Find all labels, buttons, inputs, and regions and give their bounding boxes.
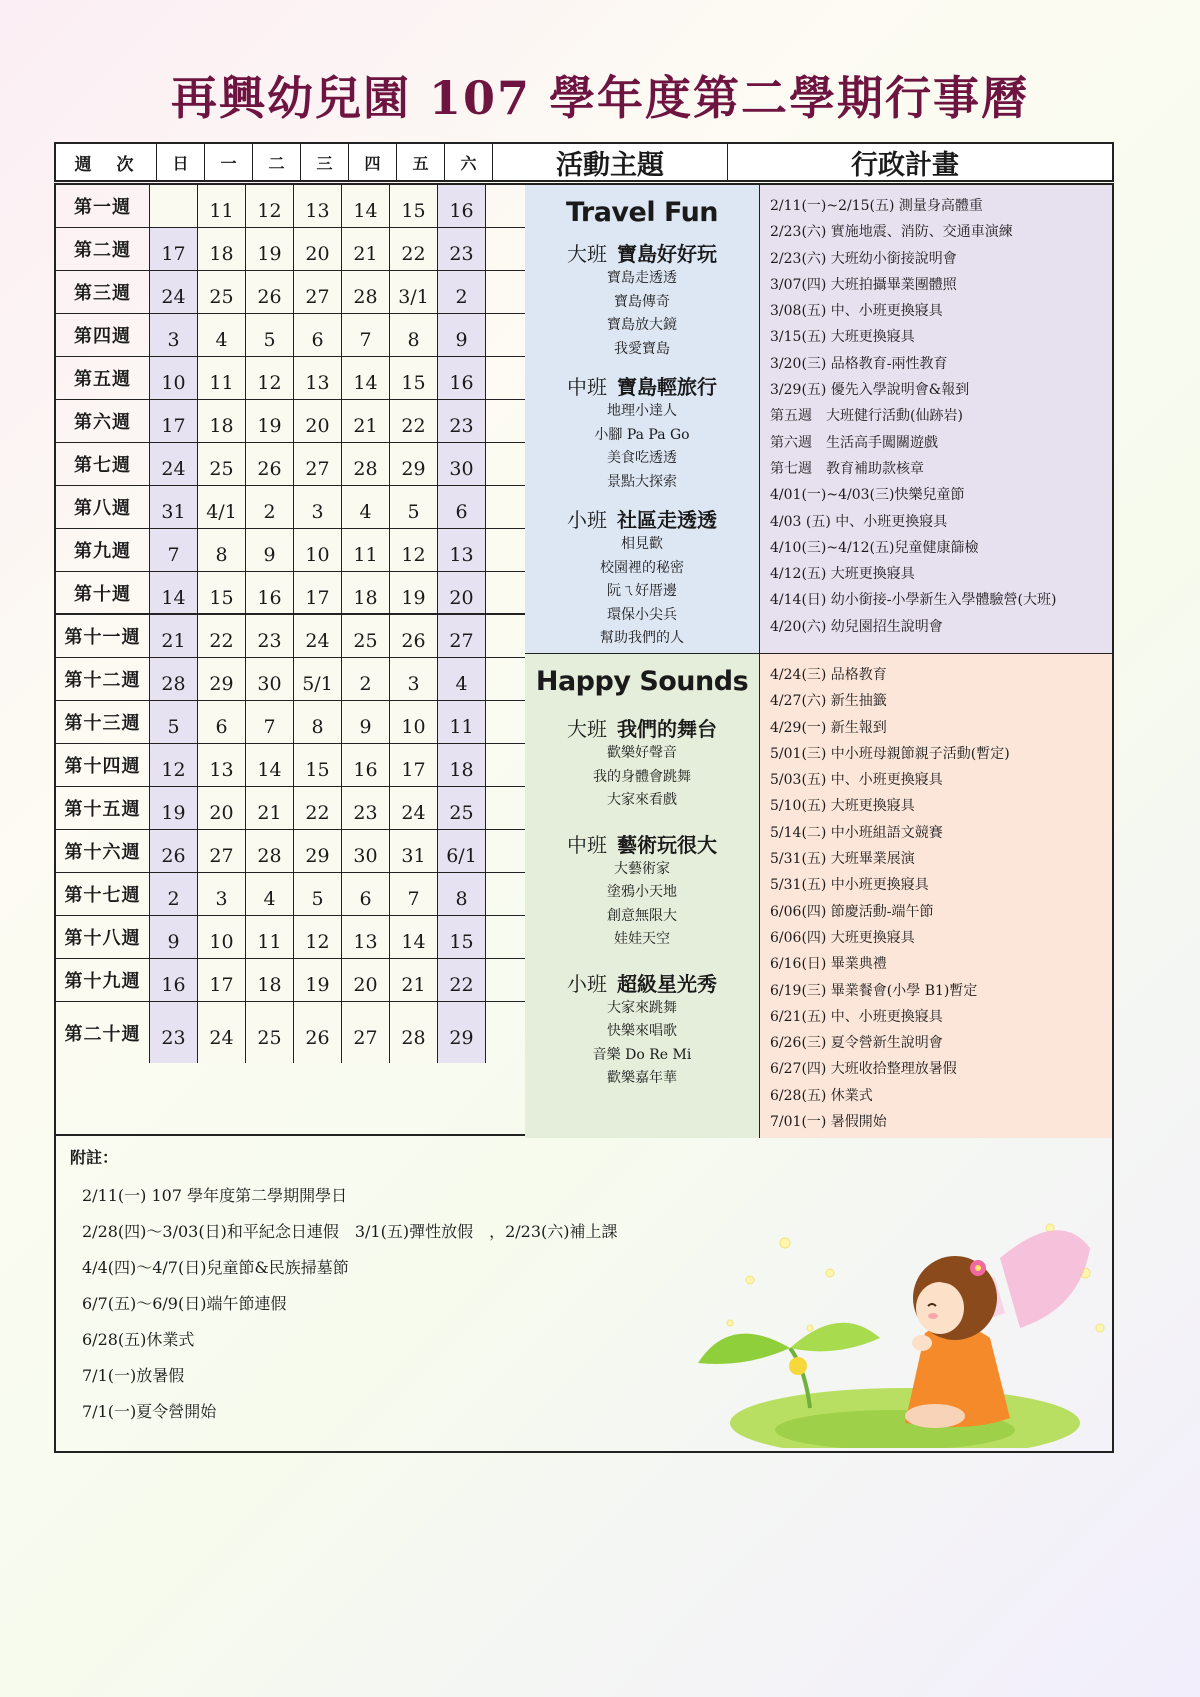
week-label: 第八週 [56, 486, 150, 528]
activity-item: 相見歡 [621, 536, 663, 552]
day-cell: 28 [342, 271, 390, 313]
day-cell: 5 [246, 314, 294, 356]
day-cell: 13 [342, 916, 390, 958]
calendar-table [54, 183, 1114, 1136]
header-admin: 行政計畫 [851, 149, 959, 181]
week-row [56, 916, 525, 959]
class-theme [525, 968, 759, 997]
day-cell: 19 [390, 572, 438, 613]
day-cell: 9 [246, 529, 294, 571]
day-cell: 27 [198, 830, 246, 872]
class-theme [525, 713, 759, 742]
week-row [56, 1002, 525, 1063]
note-line: 2/28(四)～3/03(日)和平紀念日連假 3/1(五)彈性放假 ，2/23(六)補上課 [82, 1222, 618, 1241]
day-cell: 21 [342, 400, 390, 442]
admin-plan-item: 4/01(一)~4/03(三)快樂兒童節 [770, 487, 965, 504]
day-cell: 25 [342, 615, 390, 657]
day-cell: 7 [246, 701, 294, 743]
class-theme-name: 寶島輕旅行 [617, 375, 717, 399]
week-row [56, 873, 525, 916]
class-label: 大班 [567, 717, 607, 741]
admin-plan-item: 6/06(四) 節慶活動-端午節 [770, 903, 934, 920]
day-cell: 29 [390, 443, 438, 485]
day-cell: 24 [198, 1002, 246, 1063]
week-row [56, 228, 525, 271]
note-line: 7/1(一)夏令營開始 [82, 1402, 217, 1421]
admin-plan-item: 第五週 大班健行活動(仙跡岩) [770, 408, 963, 425]
day-cell: 23 [342, 787, 390, 829]
week-row [56, 658, 525, 701]
activity-item: 大家來跳舞 [607, 999, 677, 1016]
day-cell: 15 [438, 916, 486, 958]
header-day: 日 [157, 144, 205, 180]
week-label: 第四週 [56, 314, 150, 356]
day-cell: 10 [390, 701, 438, 743]
day-cell: 12 [294, 916, 342, 958]
activity-theme-1 [525, 185, 760, 654]
week-row [56, 486, 525, 529]
week-label: 第十二週 [56, 658, 150, 700]
week-row [56, 357, 525, 400]
day-cell: 10 [150, 357, 198, 399]
admin-plan-item: 第七週 教育補助款核章 [770, 460, 924, 477]
day-cell: 15 [294, 744, 342, 786]
day-cell: 25 [198, 271, 246, 313]
day-cell: 18 [198, 400, 246, 442]
activity-item: 寶島放大鏡 [607, 317, 677, 333]
activity-item: 美食吃透透 [607, 450, 677, 466]
admin-plan-item: 4/10(三)~4/12(五)兒童健康篩檢 [770, 539, 979, 556]
day-cell: 20 [294, 400, 342, 442]
day-cell: 15 [198, 572, 246, 613]
day-cell: 31 [150, 486, 198, 528]
admin-plan-item: 6/26(三) 夏令營新生說明會 [770, 1035, 943, 1052]
activity-item: 小腳 Pa Pa Go [594, 426, 690, 443]
day-cell: 22 [390, 400, 438, 442]
admin-plan-item: 5/10(五) 大班更換寢具 [770, 798, 915, 815]
week-label: 第十九週 [56, 959, 150, 1001]
day-cell: 4 [246, 873, 294, 915]
admin-plan-item: 7/01(一) 暑假開始 [770, 1114, 887, 1131]
day-cell: 22 [390, 228, 438, 270]
day-cell: 9 [438, 314, 486, 356]
class-theme-name: 寶島好好玩 [617, 242, 717, 266]
day-cell: 9 [342, 701, 390, 743]
day-cell: 11 [438, 701, 486, 743]
activity-item: 創意無限大 [607, 907, 677, 924]
day-cell: 13 [294, 357, 342, 399]
day-cell: 5 [150, 701, 198, 743]
admin-plan-item: 5/03(五) 中、小班更換寢具 [770, 772, 943, 789]
day-cell: 26 [150, 830, 198, 872]
page-title: 再興幼兒園 107 學年度第二學期行事曆 [170, 71, 1030, 125]
week-label: 第十七週 [56, 873, 150, 915]
admin-plan-item: 3/08(五) 中、小班更換寢具 [770, 303, 943, 320]
week-row [56, 314, 525, 357]
day-cell: 3 [294, 486, 342, 528]
week-row [56, 830, 525, 873]
class-theme [525, 371, 759, 400]
header-week: 週 次 [56, 144, 157, 180]
day-cell: 31 [390, 830, 438, 872]
activity-item: 我的身體會跳舞 [593, 768, 691, 785]
activity-item: 寶島傳奇 [614, 293, 670, 310]
day-cell: 20 [342, 959, 390, 1001]
activity-item: 地理小達人 [607, 403, 677, 419]
admin-plan-item: 3/15(五) 大班更換寢具 [770, 329, 915, 346]
day-cell: 2 [150, 873, 198, 915]
day-cell: 12 [390, 529, 438, 571]
week-label: 第九週 [56, 529, 150, 571]
day-cell: 28 [390, 1002, 438, 1063]
day-cell: 22 [438, 959, 486, 1001]
admin-plan-item: 2/11(一)~2/15(五) 測量身高體重 [770, 198, 983, 214]
admin-plan-item: 5/14(二) 中小班組語文競賽 [770, 824, 943, 841]
day-cell: 16 [438, 185, 486, 227]
admin-plan-item: 6/28(五) 休業式 [770, 1087, 873, 1104]
admin-plan-item: 4/27(六) 新生抽籤 [770, 693, 887, 710]
day-cell: 16 [438, 357, 486, 399]
class-theme-name: 我們的舞台 [617, 717, 717, 741]
day-cell: 4 [438, 658, 486, 700]
day-cell: 3 [390, 658, 438, 700]
class-label: 大班 [567, 242, 607, 266]
header-activity: 活動主題 [493, 144, 728, 180]
day-cell: 8 [294, 701, 342, 743]
week-label: 第十週 [56, 572, 150, 613]
day-cell: 14 [342, 357, 390, 399]
week-label: 第六週 [56, 400, 150, 442]
admin-plan-item: 3/07(四) 大班拍攝畢業團體照 [770, 276, 957, 293]
day-cell: 3/1 [390, 271, 438, 313]
week-row [56, 443, 525, 486]
header-day: 一 [205, 144, 253, 180]
day-cell: 30 [342, 830, 390, 872]
day-cell: 14 [342, 185, 390, 227]
day-cell: 11 [342, 529, 390, 571]
week-row [56, 959, 525, 1002]
day-cell: 16 [342, 744, 390, 786]
class-label: 小班 [567, 508, 607, 532]
admin-plan-item: 2/23(六) 實施地震、消防、交通車演練 [770, 224, 1013, 241]
activity-item: 校園裡的秘密 [600, 559, 684, 576]
day-cell: 22 [294, 787, 342, 829]
day-cell: 19 [246, 228, 294, 270]
admin-plan-2 [760, 654, 1112, 1138]
activity-item: 景點大探索 [607, 473, 677, 490]
admin-plan-item: 3/29(五) 優先入學說明會&報到 [770, 382, 970, 399]
day-cell: 19 [150, 787, 198, 829]
activity-item: 歡樂嘉年華 [607, 1070, 677, 1086]
note-line: 4/4(四)～4/7(日)兒童節&民族掃墓節 [82, 1258, 349, 1277]
day-cell: 26 [390, 615, 438, 657]
day-cell: 26 [246, 271, 294, 313]
day-cell: 26 [246, 443, 294, 485]
day-cell: 29 [294, 830, 342, 872]
day-cell: 6 [438, 486, 486, 528]
day-cell: 18 [246, 959, 294, 1001]
week-label: 第五週 [56, 357, 150, 399]
day-cell: 17 [150, 228, 198, 270]
class-theme [525, 504, 759, 533]
class-theme-name: 超級星光秀 [617, 971, 717, 996]
day-cell: 30 [246, 658, 294, 700]
week-label: 第三週 [56, 271, 150, 313]
day-cell: 18 [438, 744, 486, 786]
day-cell: 6/1 [438, 830, 486, 872]
day-cell: 8 [390, 314, 438, 356]
activity-item: 寶島走透透 [607, 270, 677, 286]
week-row [56, 787, 525, 830]
week-label: 第二週 [56, 228, 150, 270]
day-cell: 7 [150, 529, 198, 571]
day-cell: 12 [246, 357, 294, 399]
day-cell: 7 [342, 314, 390, 356]
class-theme-name: 社區走透透 [617, 508, 717, 532]
day-cell: 28 [342, 443, 390, 485]
day-cell: 26 [294, 1002, 342, 1063]
day-cell: 15 [390, 357, 438, 399]
day-cell: 20 [294, 228, 342, 270]
day-cell: 11 [198, 357, 246, 399]
day-cell: 29 [438, 1002, 486, 1063]
class-theme [525, 829, 759, 858]
admin-plan-item: 4/14(日) 幼小銜接-小學新生入學體驗營(大班) [770, 592, 1057, 609]
header-day: 五 [397, 144, 445, 180]
week-label: 第二十週 [56, 1002, 150, 1063]
fairy-girl-illustration [690, 1218, 1120, 1448]
day-cell: 3 [150, 314, 198, 356]
admin-plan-item: 4/29(一) 新生報到 [770, 719, 887, 736]
day-cell: 27 [294, 443, 342, 485]
day-cell: 5/1 [294, 658, 342, 700]
admin-plan-item: 5/31(五) 大班畢業展演 [770, 851, 915, 868]
week-row [56, 529, 525, 572]
day-cell: 5 [294, 873, 342, 915]
day-cell: 21 [390, 959, 438, 1001]
admin-plan-item: 4/12(五) 大班更換寢具 [770, 566, 915, 583]
admin-plan-item: 6/16(日) 畢業典禮 [770, 956, 887, 973]
day-cell: 17 [150, 400, 198, 442]
day-cell: 5 [390, 486, 438, 528]
admin-plan-item: 第六週 生活高手闖關遊戲 [770, 434, 938, 451]
day-cell: 11 [198, 185, 246, 227]
day-cell: 16 [150, 959, 198, 1001]
activity-item: 環保小尖兵 [607, 606, 677, 623]
admin-plan-item: 5/31(五) 中小班更換寢具 [770, 877, 929, 894]
day-cell: 24 [390, 787, 438, 829]
activity-item: 阮ㄟ好厝邊 [607, 583, 677, 599]
day-cell: 7 [390, 873, 438, 915]
day-cell: 27 [342, 1002, 390, 1063]
day-cell: 13 [294, 185, 342, 227]
activity-theme-title: Travel Fun [565, 197, 719, 228]
week-label: 第十三週 [56, 701, 150, 743]
admin-plan-item: 6/06(四) 大班更換寢具 [770, 929, 915, 946]
note-line: 7/1(一)放暑假 [82, 1366, 185, 1385]
note-line: 6/28(五)休業式 [82, 1330, 195, 1349]
admin-plan-item: 6/21(五) 中、小班更換寢具 [770, 1008, 943, 1025]
class-label: 中班 [567, 832, 607, 857]
day-cell: 23 [438, 400, 486, 442]
header-day: 六 [445, 144, 493, 180]
day-cell: 21 [246, 787, 294, 829]
day-cell: 2 [438, 271, 486, 313]
week-row [56, 744, 525, 787]
day-cell: 9 [150, 916, 198, 958]
admin-plan-item: 4/03 (五) 中、小班更換寢具 [770, 513, 948, 530]
admin-plan-item: 2/23(六) 大班幼小銜接說明會 [770, 250, 957, 267]
day-cell: 12 [150, 744, 198, 786]
day-cell: 18 [342, 572, 390, 613]
day-cell: 13 [438, 529, 486, 571]
day-cell: 21 [342, 228, 390, 270]
day-cell: 19 [246, 400, 294, 442]
day-cell [150, 185, 198, 227]
day-cell: 3 [198, 873, 246, 915]
admin-plan-item: 4/20(六) 幼兒園招生說明會 [770, 618, 943, 635]
day-cell: 14 [246, 744, 294, 786]
day-cell: 23 [438, 228, 486, 270]
day-cell: 6 [342, 873, 390, 915]
day-cell: 14 [150, 572, 198, 613]
day-cell: 4 [342, 486, 390, 528]
admin-plan-item: 4/24(三) 品格教育 [770, 667, 887, 683]
day-cell: 6 [294, 314, 342, 356]
note-line: 2/11(一) 107 學年度第二學期開學日 [82, 1186, 348, 1205]
day-cell: 14 [390, 916, 438, 958]
note-line: 6/7(五)～6/9(日)端午節連假 [82, 1294, 287, 1313]
day-cell: 8 [198, 529, 246, 571]
day-cell: 22 [198, 615, 246, 657]
week-label: 第一週 [56, 185, 150, 227]
day-cell: 19 [294, 959, 342, 1001]
class-label: 中班 [567, 375, 607, 399]
activity-item: 我愛寶島 [614, 340, 670, 357]
activity-theme-title: Happy Sounds [535, 666, 749, 697]
day-cell: 17 [198, 959, 246, 1001]
day-cell: 17 [294, 572, 342, 613]
week-row [56, 185, 525, 228]
activity-item: 塗鴉小天地 [607, 884, 677, 900]
day-cell: 25 [198, 443, 246, 485]
admin-plan-item: 6/27(四) 大班收拾整理放暑假 [770, 1061, 957, 1078]
day-cell: 29 [198, 658, 246, 700]
activity-item: 歡樂好聲音 [607, 745, 677, 761]
day-cell: 20 [438, 572, 486, 613]
table-header [54, 142, 1114, 182]
day-cell: 2 [246, 486, 294, 528]
day-cell: 16 [246, 572, 294, 613]
day-cell: 21 [150, 615, 198, 657]
day-cell: 18 [198, 228, 246, 270]
activity-theme-2 [525, 654, 760, 1138]
admin-plan-item: 5/01(三) 中小班母親節親子活動(暫定) [770, 745, 1010, 762]
class-label: 小班 [567, 971, 607, 996]
day-cell: 8 [438, 873, 486, 915]
week-row [56, 615, 525, 658]
notes-title: 附註： [70, 1148, 119, 1167]
class-theme [525, 238, 759, 267]
day-cell: 28 [246, 830, 294, 872]
day-cell: 10 [294, 529, 342, 571]
day-cell: 15 [390, 185, 438, 227]
day-cell: 23 [150, 1002, 198, 1063]
day-cell: 24 [150, 443, 198, 485]
header-day: 四 [349, 144, 397, 180]
header-day: 二 [253, 144, 301, 180]
day-cell: 12 [246, 185, 294, 227]
day-cell: 2 [342, 658, 390, 700]
activity-item: 快樂來唱歌 [607, 1023, 677, 1039]
week-label: 第十八週 [56, 916, 150, 958]
activity-item: 大家來看戲 [607, 792, 677, 808]
admin-plan-item: 6/19(三) 畢業餐會(小學 B1)暫定 [770, 982, 978, 999]
week-label: 第十四週 [56, 744, 150, 786]
day-cell: 27 [294, 271, 342, 313]
week-row [56, 572, 525, 615]
day-cell: 24 [150, 271, 198, 313]
admin-plan-1 [760, 185, 1112, 654]
activity-item: 幫助我們的人 [600, 630, 684, 646]
admin-plan-item: 3/20(三) 品格教育-兩性教育 [770, 355, 948, 372]
day-cell: 20 [198, 787, 246, 829]
day-cell: 27 [438, 615, 486, 657]
day-cell: 11 [246, 916, 294, 958]
day-cell: 24 [294, 615, 342, 657]
day-cell: 10 [198, 916, 246, 958]
day-cell: 25 [246, 1002, 294, 1063]
week-label: 第七週 [56, 443, 150, 485]
week-row [56, 400, 525, 443]
day-cell: 4/1 [198, 486, 246, 528]
activity-item: 娃娃天空 [614, 931, 670, 947]
day-cell: 23 [246, 615, 294, 657]
week-label: 第十五週 [56, 787, 150, 829]
activity-item: 音樂 Do Re Mi [592, 1046, 692, 1063]
day-cell: 4 [198, 314, 246, 356]
activity-item: 大藝術家 [614, 860, 670, 877]
week-label: 第十六週 [56, 830, 150, 872]
day-cell: 25 [438, 787, 486, 829]
day-cell: 13 [198, 744, 246, 786]
day-cell: 17 [390, 744, 438, 786]
header-day: 三 [301, 144, 349, 180]
day-cell: 28 [150, 658, 198, 700]
week-row [56, 271, 525, 314]
class-theme-name: 藝術玩很大 [617, 832, 717, 857]
day-cell: 30 [438, 443, 486, 485]
day-cell: 6 [198, 701, 246, 743]
week-label: 第十一週 [56, 615, 150, 657]
week-row [56, 701, 525, 744]
